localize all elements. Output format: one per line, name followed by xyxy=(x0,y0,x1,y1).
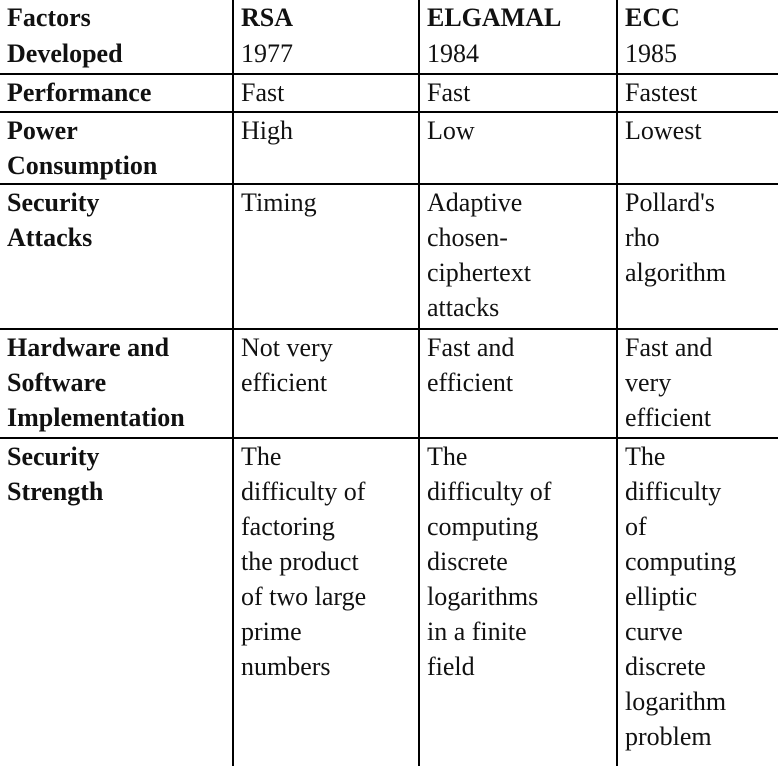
cell-line: efficient xyxy=(427,368,514,397)
cell-line: difficulty of xyxy=(427,477,552,506)
table-row-developed xyxy=(0,36,778,74)
rsa-cell xyxy=(233,74,419,112)
rsa-cell xyxy=(233,184,419,329)
table-row-power-consumption xyxy=(0,112,778,184)
cell-line: difficulty xyxy=(625,477,722,506)
header-rsa: RSA xyxy=(233,0,419,36)
cell-line: of xyxy=(625,512,647,541)
elgamal-cell xyxy=(419,112,617,184)
cell-line: Fast and xyxy=(427,333,515,362)
header-ecc: ECC xyxy=(617,0,778,36)
cell-line: rho xyxy=(625,223,660,252)
header-row xyxy=(0,0,778,36)
rsa-cell xyxy=(233,112,419,184)
factor-cell xyxy=(0,36,233,74)
cell-line: Adaptive xyxy=(427,188,523,217)
elgamal-cell xyxy=(419,74,617,112)
cell-line: numbers xyxy=(241,652,331,681)
cell-line: in a finite xyxy=(427,617,527,646)
factor-cell xyxy=(0,74,233,112)
cell-line: Timing xyxy=(241,188,317,217)
elgamal-cell xyxy=(419,329,617,438)
cell-line: 1985 xyxy=(625,39,677,68)
cell-line: algorithm xyxy=(625,258,727,287)
factor-cell xyxy=(0,112,233,184)
cell-line: Power xyxy=(7,116,78,145)
cell-line: field xyxy=(427,652,475,681)
ecc-cell xyxy=(617,184,778,329)
cell-line: elliptic xyxy=(625,582,698,611)
cell-line: The xyxy=(241,442,282,471)
cell-line: Performance xyxy=(7,78,152,107)
cell-line: Strength xyxy=(7,477,104,506)
cell-line: logarithms xyxy=(427,582,539,611)
cell-line: Fast xyxy=(241,78,285,107)
cell-line: the product xyxy=(241,547,359,576)
cell-line: of two large xyxy=(241,582,367,611)
cell-line: discrete xyxy=(427,547,508,576)
cell-line: Hardware and xyxy=(7,333,170,362)
cell-line: Fast xyxy=(427,78,471,107)
elgamal-cell xyxy=(419,438,617,766)
cell-line: difficulty of xyxy=(241,477,366,506)
cell-line: ciphertext xyxy=(427,258,531,287)
cell-line: The xyxy=(625,442,666,471)
elgamal-cell xyxy=(419,184,617,329)
cell-line: curve xyxy=(625,617,683,646)
cell-line: Pollard's xyxy=(625,188,715,217)
factor-cell xyxy=(0,438,233,766)
cell-line: computing xyxy=(427,512,539,541)
cell-line: very xyxy=(625,368,672,397)
factor-cell xyxy=(0,329,233,438)
ecc-cell xyxy=(617,74,778,112)
cell-line: Software xyxy=(7,368,107,397)
cell-line: logarithm xyxy=(625,687,727,716)
cell-line: 1984 xyxy=(427,39,479,68)
cell-line: Fast and xyxy=(625,333,713,362)
cell-line: The xyxy=(427,442,468,471)
ecc-cell xyxy=(617,329,778,438)
cell-line: Developed xyxy=(7,39,123,68)
cell-line: Not very xyxy=(241,333,333,362)
header-elgamal: ELGAMAL xyxy=(419,0,617,36)
cell-line: High xyxy=(241,116,293,145)
table-row-security-attacks xyxy=(0,184,778,329)
cell-line: Attacks xyxy=(7,223,93,252)
cell-line: Consumption xyxy=(7,151,158,180)
cell-line: prime xyxy=(241,617,302,646)
cell-line: attacks xyxy=(427,293,500,322)
rsa-cell xyxy=(233,329,419,438)
cell-line: factoring xyxy=(241,512,335,541)
cell-line: Low xyxy=(427,116,475,145)
cell-line: problem xyxy=(625,722,712,751)
cell-line: 1977 xyxy=(241,39,293,68)
rsa-cell xyxy=(233,36,419,74)
cell-line: Fastest xyxy=(625,78,698,107)
cell-line: Security xyxy=(7,442,100,471)
elgamal-cell xyxy=(419,36,617,74)
cell-line: Lowest xyxy=(625,116,702,145)
table-row-hardware-software-implementation xyxy=(0,329,778,438)
table-row-performance xyxy=(0,74,778,112)
header-factors: Factors xyxy=(7,3,91,32)
ecc-cell xyxy=(617,438,778,766)
rsa-cell xyxy=(233,438,419,766)
table-row-security-strength xyxy=(0,438,778,766)
cell-line: efficient xyxy=(241,368,328,397)
cell-line: discrete xyxy=(625,652,706,681)
ecc-cell xyxy=(617,36,778,74)
cell-line: chosen- xyxy=(427,223,508,252)
cell-line: Implementation xyxy=(7,403,185,432)
cell-line: Security xyxy=(7,188,100,217)
factor-cell xyxy=(0,184,233,329)
cell-line: efficient xyxy=(625,403,712,432)
cell-line: computing xyxy=(625,547,737,576)
ecc-cell xyxy=(617,112,778,184)
